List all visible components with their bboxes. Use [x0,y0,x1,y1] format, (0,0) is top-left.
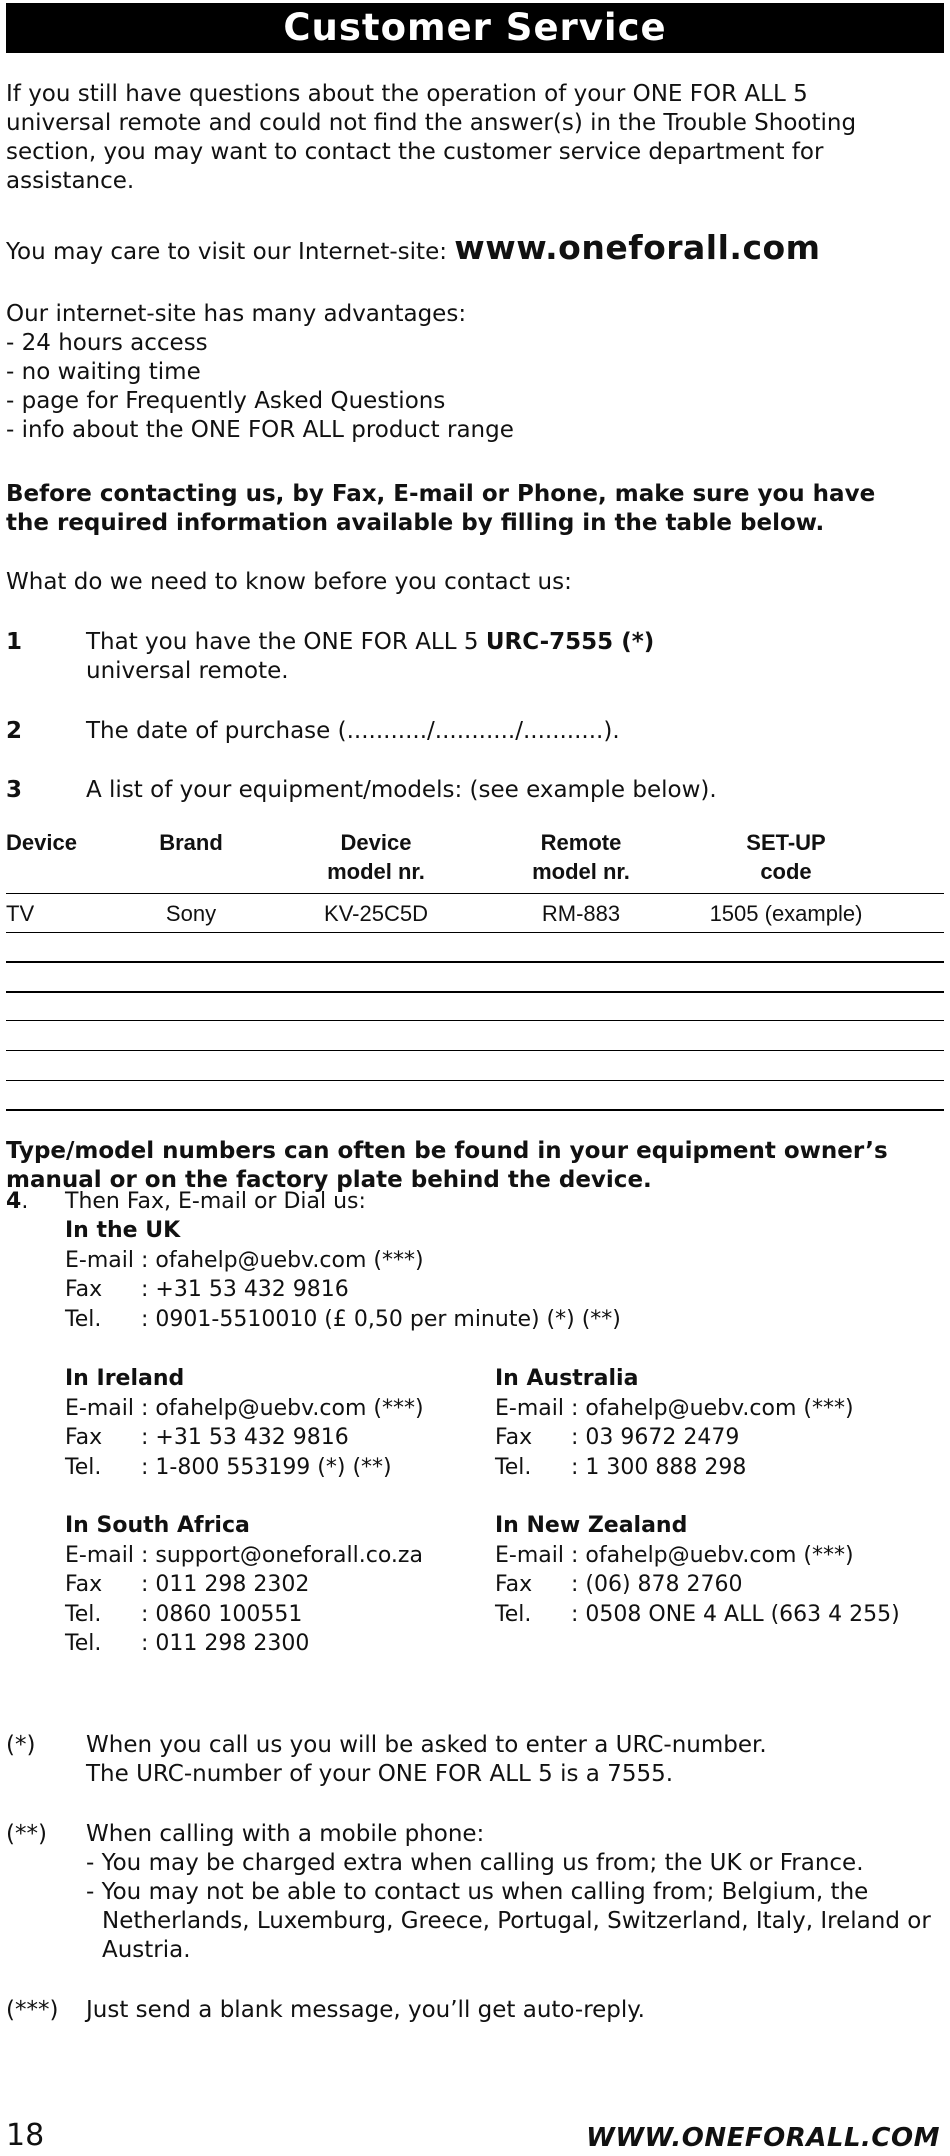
equipment-table-header [6,828,944,890]
list-item: - 24 hours access [6,330,208,356]
header-brand [126,828,256,857]
intro-paragraph [6,80,856,196]
header-setup-code [696,828,876,886]
footnote-line: When calling with a mobile phone: [86,1821,485,1847]
email-value[interactable]: : ofahelp@uebv.com (***) [571,1542,854,1568]
list-item: - no waiting time [6,359,201,385]
tel-value: : 1 300 888 298 [571,1454,747,1480]
footer-website-link[interactable]: WWW.ONEFORALL.COM [586,2123,940,2153]
tel-line [495,1600,900,1630]
tel-value: : 011 298 2300 [141,1631,310,1656]
region-title: In Australia [495,1366,639,1391]
email-value[interactable]: : ofahelp@uebv.com (***) [141,1395,424,1421]
step-number-dot: . [21,1189,29,1214]
blank-row-line[interactable] [6,1080,944,1081]
fax-value: : +31 53 432 9816 [141,1425,349,1450]
step-text [86,628,654,657]
email-label: E-mail [495,1395,564,1421]
list-item: - page for Frequently Asked Questions [6,388,446,414]
email-label: E-mail [65,1395,134,1421]
footnote-line: - You may not be able to contact us when calling from; Belgium, the [86,1879,869,1905]
page-title: Customer Service [6,3,944,53]
need-intro: What do we need to know before you contact us: [6,569,572,595]
tel-value: : 0508 ONE 4 ALL (663 4 255) [571,1601,900,1627]
blank-row-line[interactable] [6,961,944,963]
tel-value: : 0901-5510010 (£ 0,50 per minute) (*) (**) [141,1306,621,1332]
step-text: The date of purchase (.........../.........../...........). [86,718,620,744]
fax-label: Fax [495,1572,533,1597]
fax-value: : 011 298 2302 [141,1572,310,1597]
intro-line: section, you may want to contact the customer service department for [6,139,824,165]
step-number: 3 [6,777,23,803]
fax-line [495,1570,900,1600]
fax-label: Fax [65,1572,103,1597]
header-remote-model [501,828,661,886]
tel-label: Tel. [65,1631,102,1656]
fax-value: : +31 53 432 9816 [141,1277,349,1302]
region-title: In Ireland [65,1366,185,1391]
step-number: 1 [6,629,23,655]
model-number: URC-7555 (*) [485,629,655,655]
table-row [6,899,944,929]
tel-label: Tel. [65,1306,102,1332]
header-device-model [296,828,456,886]
contact-new-zealand [495,1511,900,1629]
intro-line: universal remote and could not find the answer(s) in the Trouble Shooting [6,110,857,136]
region-title: In New Zealand [495,1513,688,1538]
email-line [65,1541,423,1571]
header-device [6,828,77,857]
email-value[interactable]: : ofahelp@uebv.com (***) [141,1247,424,1273]
region-title: In South Africa [65,1513,250,1538]
page-number: 18 [6,2118,45,2153]
fax-line [65,1570,423,1600]
contact-ireland [65,1364,424,1482]
footnote-mark: (**) [6,1821,47,1847]
footnote-mark: (***) [6,1997,59,2023]
visit-website [6,228,821,272]
tel-label: Tel. [495,1601,532,1627]
advantages-list [6,300,514,445]
blank-row-line[interactable] [6,1109,944,1111]
contact-uk [65,1216,621,1334]
footnote-line: Just send a blank message, you’ll get auto-reply. [86,1997,645,2023]
fax-value: : (06) 878 2760 [571,1572,743,1597]
step-number: 2 [6,718,23,744]
header-label: Device [6,830,77,855]
contact-notice [6,480,875,538]
email-line [65,1394,424,1424]
email-value[interactable]: : ofahelp@uebv.com (***) [571,1395,854,1421]
email-label: E-mail [495,1542,564,1568]
list-item: - info about the ONE FOR ALL product range [6,417,514,443]
blank-row-line[interactable] [6,991,944,993]
email-line [495,1394,854,1424]
footnote-line: - You may be charged extra when calling us from; the UK or France. [86,1850,864,1876]
step-text: A list of your equipment/models: (see example below). [86,777,717,803]
table-divider [6,893,944,894]
tel-line [65,1600,423,1630]
fax-line [495,1423,854,1453]
model-note-line: manual or on the factory plate behind the device. [6,1167,652,1193]
blank-row-line[interactable] [6,1050,944,1051]
header-label: Brand [159,830,223,855]
cell-device: TV [6,901,35,926]
fax-label: Fax [65,1425,103,1450]
tel-value: : 1-800 553199 (*) (**) [141,1454,392,1480]
notice-line: Before contacting us, by Fax, E-mail or Phone, make sure you have [6,481,876,507]
website-link[interactable]: www.oneforall.com [454,228,821,267]
tel-line [65,1629,423,1659]
footnote-line: Netherlands, Luxemburg, Greece, Portugal, Switzerland, Italy, Ireland or [102,1908,931,1934]
tel-label: Tel. [65,1601,102,1627]
footnote-line: When you call us you will be asked to enter a URC-number. [86,1732,767,1758]
footnote-line: The URC-number of your ONE FOR ALL 5 is a 7555. [86,1761,674,1787]
cell-remote-model: RM-883 [541,901,621,926]
intro-line: If you still have questions about the operation of your ONE FOR ALL 5 [6,81,808,107]
footnote-line: Austria. [102,1937,191,1963]
contact-australia [495,1364,854,1482]
notice-line: the required information available by filling in the table below. [6,510,825,536]
tel-line [65,1305,621,1335]
intro-line: assistance. [6,168,135,194]
fax-label: Fax [65,1277,103,1302]
step-number: 4 [6,1189,22,1214]
step-text-continued: universal remote. [86,658,289,684]
footnote-mark: (*) [6,1732,36,1758]
step-text-part: That you have the ONE FOR ALL 5 [86,629,486,655]
fax-value: : 03 9672 2479 [571,1425,740,1450]
step-4-text: Then Fax, E-mail or Dial us: [65,1189,366,1214]
tel-value: : 0860 100551 [141,1601,303,1627]
advantages-heading: Our internet-site has many advantages: [6,301,467,327]
visit-text: You may care to visit our Internet-site: [6,239,455,265]
email-line [495,1541,900,1571]
tel-label: Tel. [495,1454,532,1480]
model-note-line: Type/model numbers can often be found in your equipment owner’s [6,1138,888,1164]
contact-south-africa [65,1511,423,1659]
email-label: E-mail [65,1542,134,1568]
blank-row-line[interactable] [6,1020,944,1021]
fax-line [65,1275,621,1305]
tel-line [495,1453,854,1483]
email-value[interactable]: : support@oneforall.co.za [141,1542,423,1568]
header-label: Remote [540,830,622,855]
step-4 [6,1187,28,1216]
tel-line [65,1453,424,1483]
fax-label: Fax [495,1425,533,1450]
header-label: model nr. [327,859,425,884]
region-title: In the UK [65,1218,181,1243]
email-line [65,1246,621,1276]
header-label: SET-UP [746,830,826,855]
cell-brand: Sony [165,901,217,926]
cell-device-model: KV-25C5D [324,901,428,926]
cell-setup-code: 1505 (example) [709,901,863,926]
header-label: code [760,859,812,884]
header-label: model nr. [532,859,630,884]
fax-line [65,1423,424,1453]
email-label: E-mail [65,1247,134,1273]
header-label: Device [340,830,412,855]
tel-label: Tel. [65,1454,102,1480]
table-divider [6,932,944,933]
